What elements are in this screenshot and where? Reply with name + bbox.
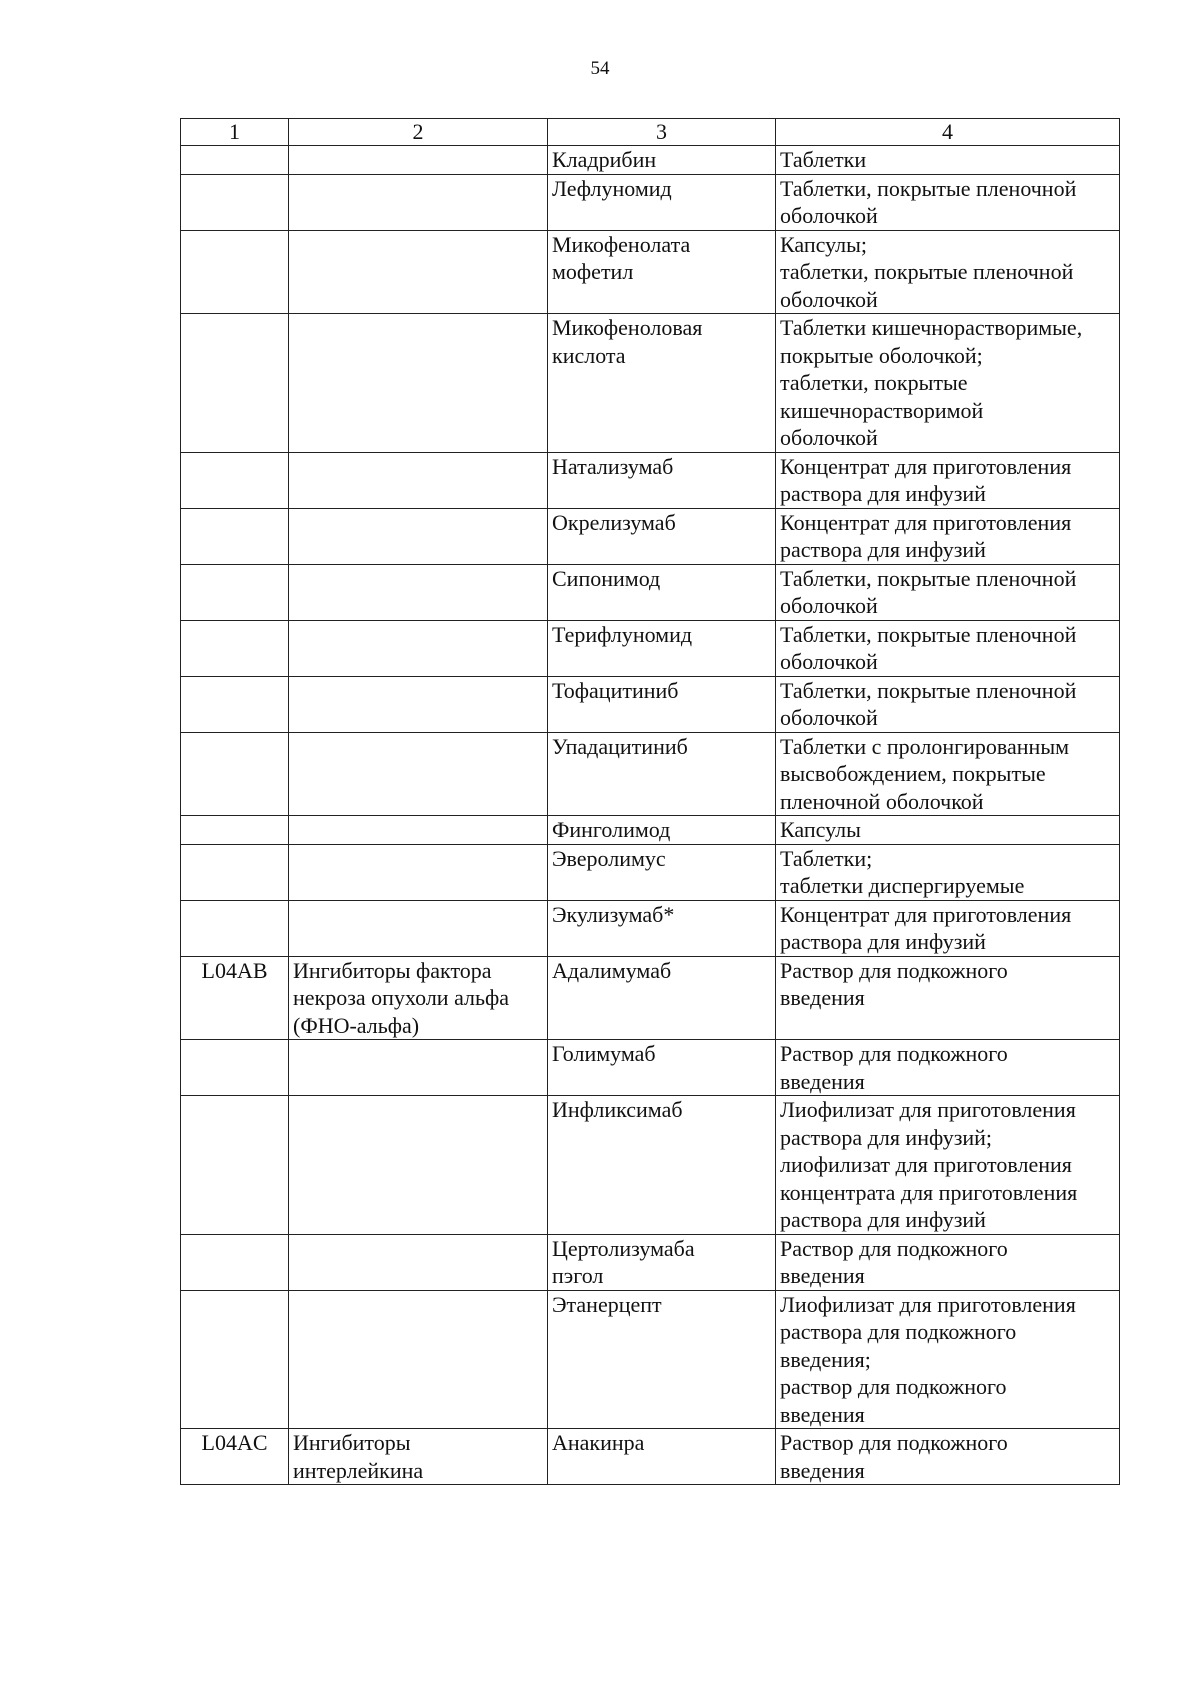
atc-code-cell: [181, 1096, 289, 1235]
dosage-form-cell: [776, 1040, 1120, 1096]
drug-name-line: Эверолимус: [552, 845, 666, 871]
table-header-row: [181, 119, 1120, 146]
drug-name-line: Микофеноловая: [552, 315, 703, 340]
dosage-form-line: покрытые оболочкой;: [780, 342, 983, 368]
pharm-group-cell: [289, 1429, 548, 1485]
dosage-form-line: Таблетки, покрытые пленочной: [780, 621, 1077, 647]
dosage-form-line: Капсулы: [780, 817, 861, 842]
drug-name-line: Экулизумаб*: [552, 901, 675, 927]
pharm-group-line: (ФНО-альфа): [293, 1012, 420, 1038]
dosage-form-line: раствора для инфузий: [780, 1207, 986, 1232]
drug-name-line: Анакинра: [552, 1430, 645, 1455]
page-number: 54: [590, 58, 610, 79]
drug-name-line: мофетил: [552, 259, 634, 284]
atc-code-cell: [181, 564, 289, 620]
dosage-form-line: Капсулы;: [780, 231, 868, 257]
dosage-form-cell: [776, 956, 1120, 1040]
table-body: [181, 119, 1120, 1485]
atc-code-text: L04AC: [201, 1430, 268, 1455]
pharm-group-cell: [289, 146, 548, 175]
dosage-form-line: раствора для инфузий: [780, 481, 986, 506]
header-cell-2: 2: [289, 119, 548, 146]
dosage-form-line: Таблетки кишечнорастворимые,: [780, 315, 1083, 340]
drug-name-line: Этанерцепт: [552, 1291, 662, 1317]
dosage-form-line: таблетки, покрытые: [780, 370, 968, 395]
pharm-group-line: некроза опухоли альфа: [293, 985, 510, 1010]
drug-name-cell: [548, 956, 776, 1040]
dosage-form-line: раствора для инфузий: [780, 537, 986, 562]
table-row: [181, 816, 1120, 845]
dosage-form-cell: [776, 230, 1120, 314]
atc-code-cell: [181, 956, 289, 1040]
pharm-group-cell: [289, 230, 548, 314]
dosage-form-cell: [776, 816, 1120, 845]
dosage-form-line: Раствор для подкожного: [780, 1235, 1008, 1261]
drug-name-line: Натализумаб: [552, 453, 674, 479]
dosage-form-line: Концентрат для приготовления: [780, 901, 1072, 927]
dosage-form-line: введения;: [780, 1346, 871, 1372]
drug-name-cell: [548, 620, 776, 676]
dosage-form-line: Таблетки;: [780, 845, 873, 871]
dosage-form-line: высвобождением, покрытые: [780, 761, 1046, 786]
dosage-form-line: концентрата для приготовления: [780, 1179, 1078, 1205]
table-row: [181, 314, 1120, 453]
drug-name-line: Микофенолата: [552, 231, 691, 257]
pharm-group-line: Ингибиторы фактора: [293, 957, 492, 983]
dosage-form-line: введения: [780, 1401, 865, 1427]
dosage-form-cell: [776, 1234, 1120, 1290]
dosage-form-line: введения: [780, 1457, 865, 1483]
drug-name-cell: [548, 1040, 776, 1096]
dosage-form-line: Таблетки, покрытые пленочной: [780, 175, 1077, 201]
table-row: [181, 564, 1120, 620]
dosage-form-cell: [776, 564, 1120, 620]
dosage-form-cell: [776, 1290, 1120, 1429]
atc-code-cell: [181, 1429, 289, 1485]
table-row: [181, 1096, 1120, 1235]
dosage-form-line: лиофилизат для приготовления: [780, 1152, 1072, 1177]
dosage-form-line: оболочкой: [780, 705, 878, 730]
drug-name-line: Цертолизумаба: [552, 1235, 695, 1261]
header-cell-1: 1: [181, 119, 289, 146]
atc-code-cell: [181, 620, 289, 676]
pharm-group-cell: [289, 956, 548, 1040]
atc-code-cell: [181, 1040, 289, 1096]
dosage-form-line: Таблетки, покрытые пленочной: [780, 565, 1077, 591]
dosage-form-line: таблетки, покрытые пленочной: [780, 259, 1074, 284]
drug-name-cell: [548, 900, 776, 956]
dosage-form-line: оболочкой: [780, 593, 878, 618]
dosage-form-line: раствора для инфузий: [780, 929, 986, 954]
pharm-group-cell: [289, 508, 548, 564]
drug-name-line: Финголимод: [552, 817, 671, 842]
drug-name-line: Тофацитиниб: [552, 677, 679, 703]
dosage-form-line: введения: [780, 1068, 865, 1094]
atc-code-cell: [181, 816, 289, 845]
dosage-form-cell: [776, 174, 1120, 230]
drug-name-cell: [548, 1290, 776, 1429]
drug-name-cell: [548, 732, 776, 816]
pharm-group-cell: [289, 732, 548, 816]
dosage-form-cell: [776, 1096, 1120, 1235]
table-row: [181, 900, 1120, 956]
drug-name-line: Упадацитиниб: [552, 733, 688, 759]
atc-code-cell: [181, 230, 289, 314]
dosage-form-line: оболочкой: [780, 286, 878, 312]
dosage-form-line: оболочкой: [780, 649, 878, 674]
atc-code-cell: [181, 1234, 289, 1290]
dosage-form-line: кишечнорастворимой: [780, 397, 984, 423]
dosage-form-line: Лиофилизат для приготовления: [780, 1291, 1076, 1317]
drug-name-line: Кладрибин: [552, 147, 657, 172]
table-row: [181, 620, 1120, 676]
drug-name-cell: [548, 676, 776, 732]
drug-name-cell: [548, 816, 776, 845]
drug-name-line: пэгол: [552, 1263, 604, 1288]
pharm-group-cell: [289, 1040, 548, 1096]
dosage-form-line: Раствор для подкожного: [780, 1041, 1008, 1066]
header-cell-4: 4: [776, 119, 1120, 146]
dosage-form-line: Лиофилизат для приготовления: [780, 1097, 1076, 1122]
dosage-form-line: пленочной оболочкой: [780, 788, 984, 814]
drug-name-cell: [548, 452, 776, 508]
drug-name-line: Терифлуномид: [552, 621, 693, 647]
dosage-form-line: Раствор для подкожного: [780, 957, 1008, 983]
table-row: [181, 1234, 1120, 1290]
table-row: [181, 146, 1120, 175]
pharm-group-cell: [289, 620, 548, 676]
atc-code-cell: [181, 146, 289, 175]
drug-name-line: Инфликсимаб: [552, 1097, 683, 1122]
atc-code-cell: [181, 900, 289, 956]
drug-name-cell: [548, 174, 776, 230]
table-row: [181, 844, 1120, 900]
header-cell-3: 3: [548, 119, 776, 146]
table-row: [181, 174, 1120, 230]
table-row: [181, 676, 1120, 732]
table-row: [181, 956, 1120, 1040]
drug-name-cell: [548, 146, 776, 175]
table-row: [181, 508, 1120, 564]
pharm-group-cell: [289, 452, 548, 508]
atc-code-text: L04AB: [201, 957, 268, 983]
atc-code-cell: [181, 508, 289, 564]
atc-code-cell: [181, 174, 289, 230]
dosage-form-line: Раствор для подкожного: [780, 1430, 1008, 1455]
dosage-form-line: Концентрат для приготовления: [780, 509, 1072, 535]
table-row: [181, 1429, 1120, 1485]
atc-code-cell: [181, 732, 289, 816]
pharm-group-cell: [289, 900, 548, 956]
dosage-form-cell: [776, 732, 1120, 816]
dosage-form-line: таблетки диспергируемые: [780, 873, 1025, 898]
pharm-group-cell: [289, 816, 548, 845]
drug-name-cell: [548, 1429, 776, 1485]
drug-name-line: Лефлуномид: [552, 175, 672, 201]
atc-code-cell: [181, 1290, 289, 1429]
pharm-group-cell: [289, 844, 548, 900]
atc-code-cell: [181, 676, 289, 732]
drug-name-line: Окрелизумаб: [552, 509, 676, 535]
pharm-group-cell: [289, 564, 548, 620]
drug-name-cell: [548, 1096, 776, 1235]
pharm-group-cell: [289, 1234, 548, 1290]
drug-name-line: Голимумаб: [552, 1041, 656, 1066]
dosage-form-cell: [776, 508, 1120, 564]
dosage-form-cell: [776, 676, 1120, 732]
drug-name-cell: [548, 564, 776, 620]
table-row: [181, 452, 1120, 508]
pharm-group-cell: [289, 1290, 548, 1429]
drug-name-cell: [548, 844, 776, 900]
pharm-group-line: интерлейкина: [293, 1457, 424, 1483]
dosage-form-line: Концентрат для приготовления: [780, 453, 1072, 479]
drug-name-cell: [548, 508, 776, 564]
dosage-form-cell: [776, 1429, 1120, 1485]
atc-code-cell: [181, 452, 289, 508]
pharm-group-cell: [289, 314, 548, 453]
drug-name-cell: [548, 314, 776, 453]
atc-code-cell: [181, 844, 289, 900]
dosage-form-cell: [776, 146, 1120, 175]
dosage-form-cell: [776, 452, 1120, 508]
drug-name-line: Адалимумаб: [552, 957, 672, 983]
dosage-form-line: Таблетки: [780, 147, 867, 172]
drug-name-cell: [548, 230, 776, 314]
dosage-form-line: раствора для подкожного: [780, 1319, 1017, 1344]
dosage-form-line: Таблетки, покрытые пленочной: [780, 677, 1077, 703]
drug-table: [180, 118, 1120, 1485]
drug-name-cell: [548, 1234, 776, 1290]
drug-name-line: кислота: [552, 342, 626, 368]
pharm-group-line: Ингибиторы: [293, 1430, 411, 1455]
table-row: [181, 732, 1120, 816]
pharm-group-cell: [289, 676, 548, 732]
dosage-form-cell: [776, 314, 1120, 453]
dosage-form-line: оболочкой: [780, 203, 878, 228]
atc-code-cell: [181, 314, 289, 453]
dosage-form-line: введения: [780, 1263, 865, 1288]
table-row: [181, 1290, 1120, 1429]
table-row: [181, 230, 1120, 314]
table-row: [181, 1040, 1120, 1096]
dosage-form-line: введения: [780, 985, 865, 1010]
drug-name-line: Сипонимод: [552, 565, 661, 591]
dosage-form-cell: [776, 900, 1120, 956]
dosage-form-line: раствор для подкожного: [780, 1374, 1007, 1399]
dosage-form-line: оболочкой: [780, 425, 878, 450]
pharm-group-cell: [289, 1096, 548, 1235]
dosage-form-cell: [776, 844, 1120, 900]
pharm-group-cell: [289, 174, 548, 230]
dosage-form-cell: [776, 620, 1120, 676]
dosage-form-line: Таблетки с пролонгированным: [780, 733, 1070, 759]
dosage-form-line: раствора для инфузий;: [780, 1124, 993, 1150]
